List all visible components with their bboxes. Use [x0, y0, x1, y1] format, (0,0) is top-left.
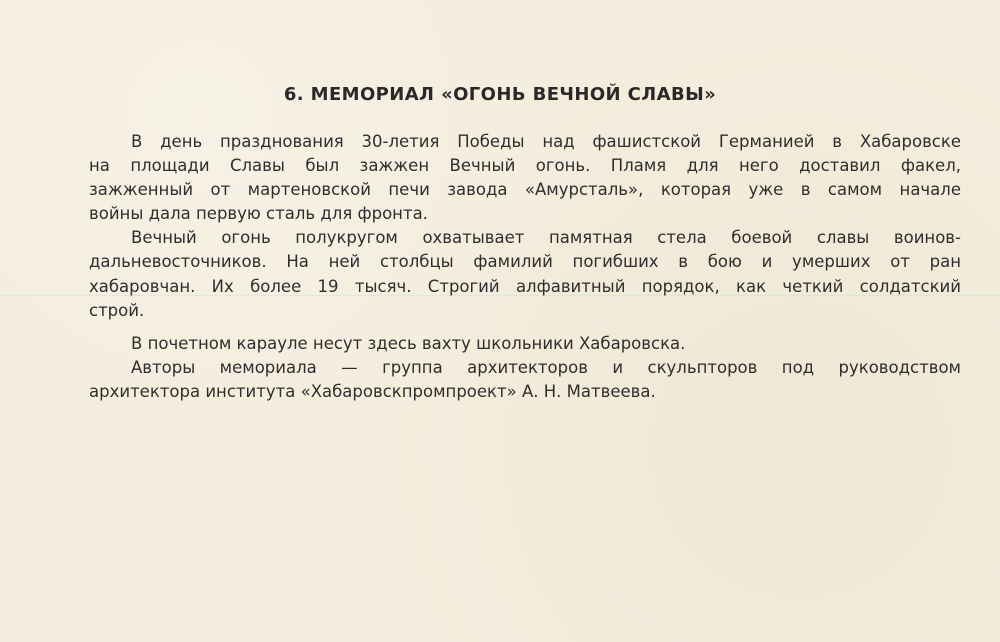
paragraph-2-line-4: строй.: [89, 300, 145, 320]
paragraph-4-line-1: Авторы мемориала — группа архитекторов и скульпторов под руководством: [131, 357, 961, 377]
paragraph-2-line-2: дальневосточников. На ней столбцы фамилий погибших в бою и умерших от ран: [89, 252, 961, 272]
paragraph-2: [89, 226, 961, 322]
paragraph-4: [89, 356, 961, 404]
paragraph-1: [89, 130, 961, 226]
paragraph-2-line-1: Вечный огонь полукругом охватывает памятная стела боевой славы воинов-: [131, 228, 961, 248]
paragraph-1-line-4: войны дала первую сталь для фронта.: [89, 204, 428, 224]
paragraph-3: [89, 332, 961, 356]
paragraph-4-line-2: архитектора института «Хабаровскпромпроект» А. Н. Матвеева.: [89, 381, 656, 401]
paragraph-gap: [89, 323, 961, 332]
paragraph-1-line-3: зажженный от мартеновской печи завода «Амурсталь», которая уже в самом начале: [89, 180, 961, 200]
paragraph-1-line-2: на площади Славы был зажжен Вечный огонь. Пламя для него доставил факел,: [89, 156, 961, 176]
page-title: 6. МЕМОРИАЛ «ОГОНЬ ВЕЧНОЙ СЛАВЫ»: [283, 84, 717, 105]
document-body: [89, 130, 961, 404]
paragraph-1-line-1: В день празднования 30-летия Победы над фашистской Германией в Хабаровске: [131, 132, 961, 151]
paragraph-3-line-1: В почетном карауле несут здесь вахту школьники Хабаровска.: [131, 333, 686, 353]
paragraph-2-line-3: хабаровчан. Их более 19 тысяч. Строгий алфавитный порядок, как четкий солдатский: [89, 276, 961, 296]
